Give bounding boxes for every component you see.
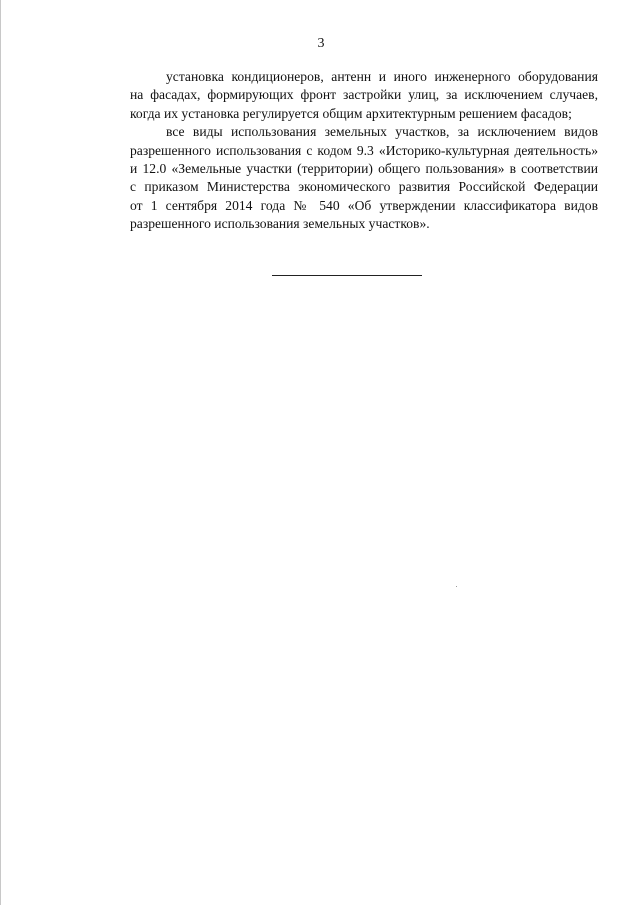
text-line: с приказом Министерства экономического развития Российской Федерации [130, 179, 598, 195]
text-line: разрешенного использования земельных участков». [130, 216, 430, 232]
paragraph-land-use [94, 123, 598, 233]
paragraph-air-conditioners [94, 68, 598, 123]
end-of-document-rule [272, 275, 422, 276]
text-line: разрешенного использования с кодом 9.3 «Историко-культурная деятельность» [130, 142, 598, 158]
text-line: и 12.0 «Земельные участки (территории) общего пользования» в соответствии [130, 161, 598, 177]
text-line: когда их установка регулируется общим архитектурным решением фасадов; [130, 105, 572, 121]
text-line: установка кондиционеров, антенн и иного инженерного оборудования [166, 69, 598, 84]
text-line: все виды использования земельных участков, за исключением видов [166, 124, 598, 140]
document-body [94, 68, 598, 234]
text-line: на фасадах, формирующих фронт застройки улиц, за исключением случаев, [130, 87, 598, 103]
text-line: от 1 сентября 2014 года № 540 «Об утверждении классификатора видов [130, 197, 598, 213]
scan-speck [456, 586, 457, 587]
page-number: 3 [317, 36, 325, 51]
